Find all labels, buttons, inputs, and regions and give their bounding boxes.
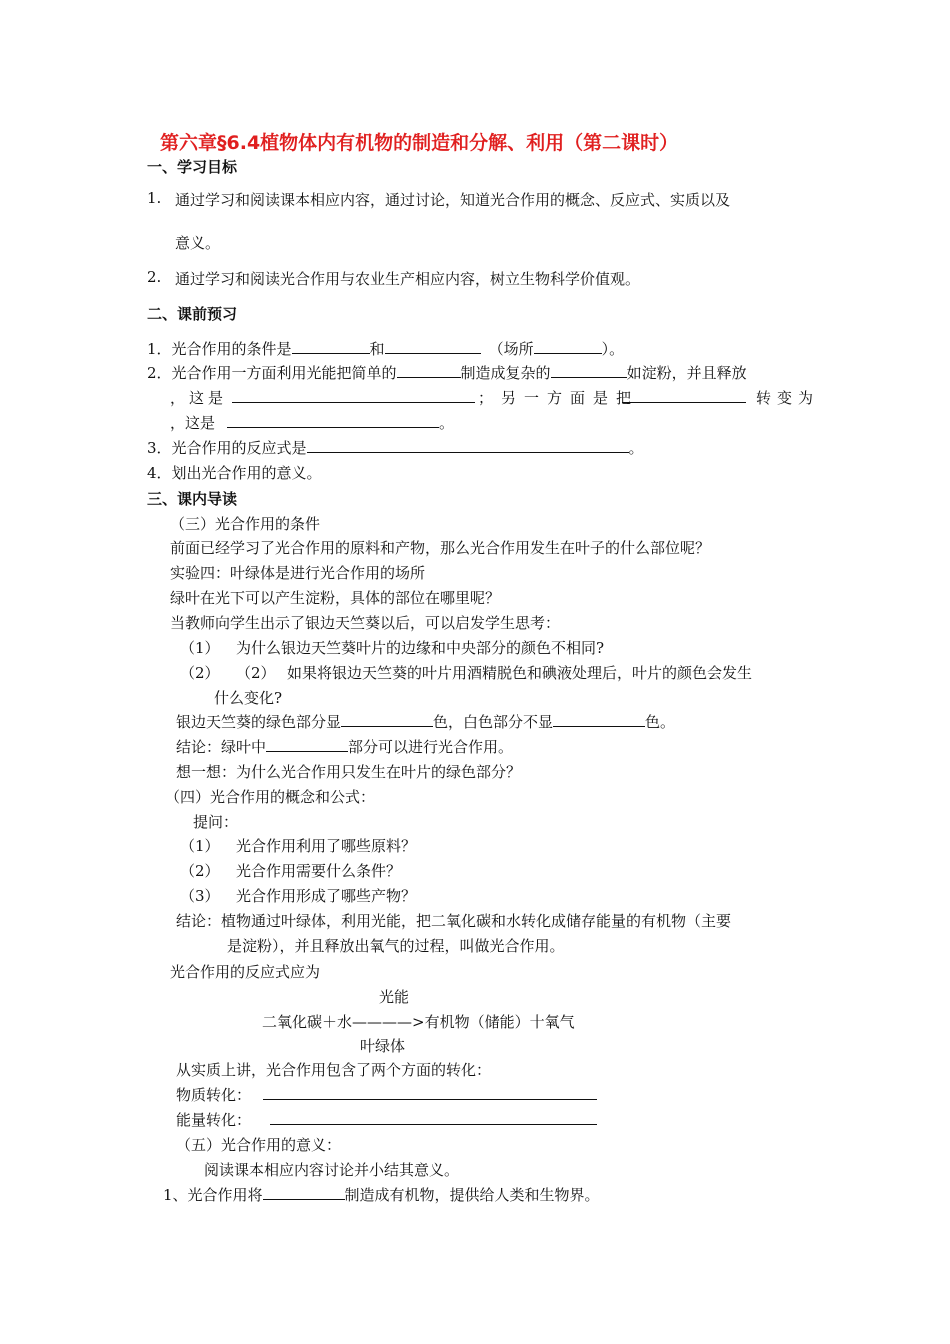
paragraph: 当教师向学生出示了银边天竺葵以后，可以启发学生思考：	[170, 614, 561, 632]
goal-item-text: 通过学习和阅读光合作用与农业生产相应内容，树立生物科学价值观。	[175, 270, 641, 288]
ask-num: （1）	[180, 837, 220, 855]
conclusion-blank[interactable]	[266, 737, 348, 752]
result-blank-2[interactable]	[553, 712, 645, 727]
subsection-heading: （四）光合作用的概念和公式：	[165, 788, 376, 806]
think-prompt: 想一想：为什么光合作用只发生在叶片的绿色部分？	[176, 763, 522, 781]
q2-text-c: 如淀粉，并且释放	[626, 364, 747, 382]
conclusion-line	[176, 736, 513, 757]
conclusion-text-b: 部分可以进行光合作用。	[348, 738, 514, 756]
q1-blank-1[interactable]	[292, 339, 370, 354]
result-text-c: 色。	[645, 713, 676, 731]
meaning-text-a: 1、光合作用将	[163, 1186, 263, 1204]
q2-line2	[170, 387, 227, 408]
formula-equation: 二氧化碳＋水————>有机物（储能）十氧气	[262, 1013, 575, 1031]
formula-condition-top: 光能	[379, 988, 410, 1006]
q2-blank-1[interactable]	[397, 363, 461, 378]
meaning-item-1	[163, 1184, 600, 1205]
goal-item-num: 2.	[147, 268, 162, 286]
goal-item-text-cont: 意义。	[175, 234, 221, 252]
ask-text: 光合作用需要什么条件？	[236, 862, 402, 880]
q2-text-b: 制造成复杂的	[460, 364, 551, 382]
q2-blank-4[interactable]	[622, 402, 746, 403]
meaning-text-b: 制造成有机物，提供给人类和生物界。	[344, 1186, 600, 1204]
preview-question-2	[147, 362, 747, 383]
q2-text-l3a: ，这是	[170, 414, 216, 432]
q1-text-c: （场所	[488, 340, 534, 358]
q1-text-a: 1．光合作用的条件是	[147, 340, 292, 358]
ask-num: （3）	[180, 887, 220, 905]
section-heading-guided-reading: 三、课内导读	[147, 490, 238, 508]
q2-text-l2a: ，这是	[170, 389, 228, 407]
q3-blank[interactable]	[307, 438, 629, 453]
result-blank-1[interactable]	[341, 712, 433, 727]
conclusion-definition: 结论：植物通过叶绿体，利用光能，把二氧化碳和水转化成储存能量的有机物（主要	[176, 912, 732, 930]
ask-text: 光合作用利用了哪些原料？	[236, 837, 417, 855]
matter-blank[interactable]	[263, 1099, 597, 1100]
result-line	[176, 711, 675, 732]
q1-text-d: ）。	[601, 340, 625, 358]
q2-text-l2c: 转变为	[756, 389, 820, 407]
result-text-b: 色，白色部分不显	[433, 713, 554, 731]
energy-blank[interactable]	[270, 1124, 597, 1125]
conclusion-text-a: 结论：绿叶中	[176, 738, 267, 756]
paragraph: 阅读课本相应内容讨论并小结其意义。	[204, 1161, 460, 1179]
q1-text-b: 和	[369, 340, 385, 358]
result-text-a: 银边天竺葵的绿色部分显	[176, 713, 342, 731]
q2-text-l3b: 。	[439, 414, 455, 432]
subsection-heading: （五）光合作用的意义：	[176, 1136, 342, 1154]
formula-condition-bottom: 叶绿体	[360, 1037, 406, 1055]
q2-line3	[170, 412, 454, 433]
paragraph: 前面已经学习了光合作用的原料和产物，那么光合作用发生在叶子的什么部位呢？	[170, 539, 711, 557]
page-title: 第六章§6.4植物体内有机物的制造和分解、利用（第二课时）	[160, 132, 679, 154]
q2-blank-2[interactable]	[551, 363, 627, 378]
meaning-blank[interactable]	[263, 1185, 345, 1200]
goal-item-num: 1.	[147, 189, 162, 207]
ask-num: （2）	[180, 862, 220, 880]
question-text: 为什么银边天竺葵叶片的边缘和中央部分的颜色不相同?	[236, 639, 605, 657]
formula-intro: 光合作用的反应式应为	[170, 963, 321, 981]
section-heading-goals: 一、学习目标	[147, 158, 238, 176]
q2-text-a: 2．光合作用一方面利用光能把简单的	[147, 364, 397, 382]
question-subnum: （2）	[236, 664, 276, 682]
q2-text-l2b: ；另一方面是把	[478, 389, 640, 407]
q1-blank-2[interactable]	[385, 339, 481, 354]
q3-text-b: 。	[628, 439, 644, 457]
goal-item-text: 通过学习和阅读课本相应内容，通过讨论，知道光合作用的概念、反应式、实质以及	[175, 191, 731, 209]
question-num: （2）	[180, 664, 220, 682]
ask-label: 提问：	[193, 813, 239, 831]
q1-blank-3[interactable]	[534, 339, 602, 354]
conclusion-definition-cont: 是淀粉），并且释放出氧气的过程，叫做光合作用。	[227, 937, 565, 955]
matter-label: 物质转化：	[176, 1086, 252, 1104]
q3-text-a: 3．光合作用的反应式是	[147, 439, 307, 457]
preview-question-4: 4．划出光合作用的意义。	[147, 464, 322, 482]
q2-blank-3[interactable]	[232, 402, 475, 403]
experiment-title: 实验四：叶绿体是进行光合作用的场所	[170, 564, 426, 582]
ask-text: 光合作用形成了哪些产物？	[236, 887, 417, 905]
preview-question-1	[147, 338, 624, 359]
section-heading-preview: 二、课前预习	[147, 305, 238, 323]
preview-question-3	[147, 437, 644, 458]
question-num: （1）	[180, 639, 220, 657]
subsection-heading: （三）光合作用的条件	[170, 515, 321, 533]
paragraph: 绿叶在光下可以产生淀粉，具体的部位在哪里呢？	[170, 589, 501, 607]
question-text-cont: 什么变化?	[214, 689, 283, 707]
question-text: 如果将银边天竺葵的叶片用酒精脱色和碘液处理后，叶片的颜色会发生	[287, 664, 753, 682]
energy-label: 能量转化：	[176, 1111, 252, 1129]
q2-blank-5[interactable]	[227, 413, 439, 428]
essence-text: 从实质上讲，光合作用包含了两个方面的转化：	[176, 1061, 492, 1079]
